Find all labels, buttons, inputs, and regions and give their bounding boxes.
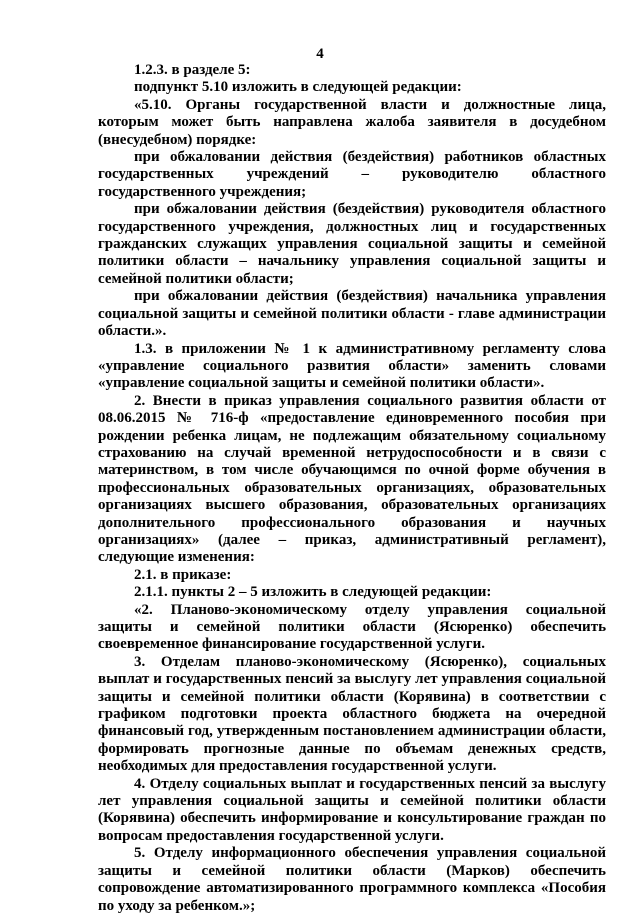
paragraph-item-3: 3. Отделам планово-экономическому (Ясюренко), социальных выплат и государственных пенсий за выслугу лет управления социальной защиты и семейной политики области (Корявина) в соответствии с графиком подготовки проекта областного бюджета на очередной финансовый год, утвержденным постановлением администрации области, формировать прогнозные данные по объемам денежных средств, необходимых для предоставления государственной услуги. — [98, 653, 606, 775]
paragraph-item-2: «2. Планово-экономическому отделу управления социальной защиты и семейной политики области (Ясюренко) обеспечить своевременное финансирование государственной услуги. — [98, 601, 606, 653]
paragraph-item-5: 5. Отделу информационного обеспечения управления социальной защиты и семейной политики области (Марков) обеспечить сопровождение автоматизированного программного комплекса «Пособия по уходу за ребенком.»; — [98, 845, 606, 914]
paragraph-2-1-1: 2.1.1. пункты 2 – 5 изложить в следующей редакции: — [134, 584, 492, 601]
document-body — [98, 62, 606, 915]
page-number: 4 — [316, 46, 324, 62]
paragraph-appeal-chief: при обжаловании действия (бездействия) начальника управления социальной защиты и семейной политики области - главе администрации области.». — [98, 288, 606, 340]
paragraph-appeal-head: при обжаловании действия (бездействия) руководителя областного государственного учреждения, должностных лиц и государственных гражданских служащих управления социальной защиты и семейной политики области – начальнику управления социальной защиты и семейной политики области; — [98, 201, 606, 287]
paragraph-item-4: 4. Отделу социальных выплат и государственных пенсий за выслугу лет управления социальной защиты и семейной политики области (Корявина) обеспечить информирование и консультирование граждан по вопросам предоставления государственной услуги. — [98, 775, 606, 844]
paragraph-1-2-3: 1.2.3. в разделе 5: — [134, 62, 251, 78]
paragraph-1-3: 1.3. в приложении № 1 к административному регламенту слова «управление социального развития области» заменить словами «управление социальной защиты и семейной политики области». — [98, 340, 606, 392]
paragraph-2: 2. Внести в приказ управления социального развития области от 08.06.2015 № 716-ф «предоставление единовременного пособия при рождении ребенка лицам, не подлежащим обязательному социальному страхованию на случай временной нетрудоспособности и в связи с материнством, в том числе обучающимся по очной форме обучения в профессиональных образовательных организациях, образовательных организациях высшего образования, образовательных организациях дополнительного профессионального образования и научных организациях» (далее – приказ, административный регламент), следующие изменения: — [98, 392, 606, 566]
paragraph-appeal-employees: при обжаловании действия (бездействия) работников областных государственных учреждений – руководителю областного государственного учреждения; — [98, 149, 606, 200]
paragraph-2-1: 2.1. в приказе: — [134, 566, 232, 583]
paragraph-5-10: «5.10. Органы государственной власти и должностные лица, которым может быть направлена жалоба заявителя в досудебном (внесудебном) порядке: — [98, 96, 606, 148]
paragraph-subpoint-5-10: подпункт 5.10 изложить в следующей редакции: — [134, 79, 462, 96]
